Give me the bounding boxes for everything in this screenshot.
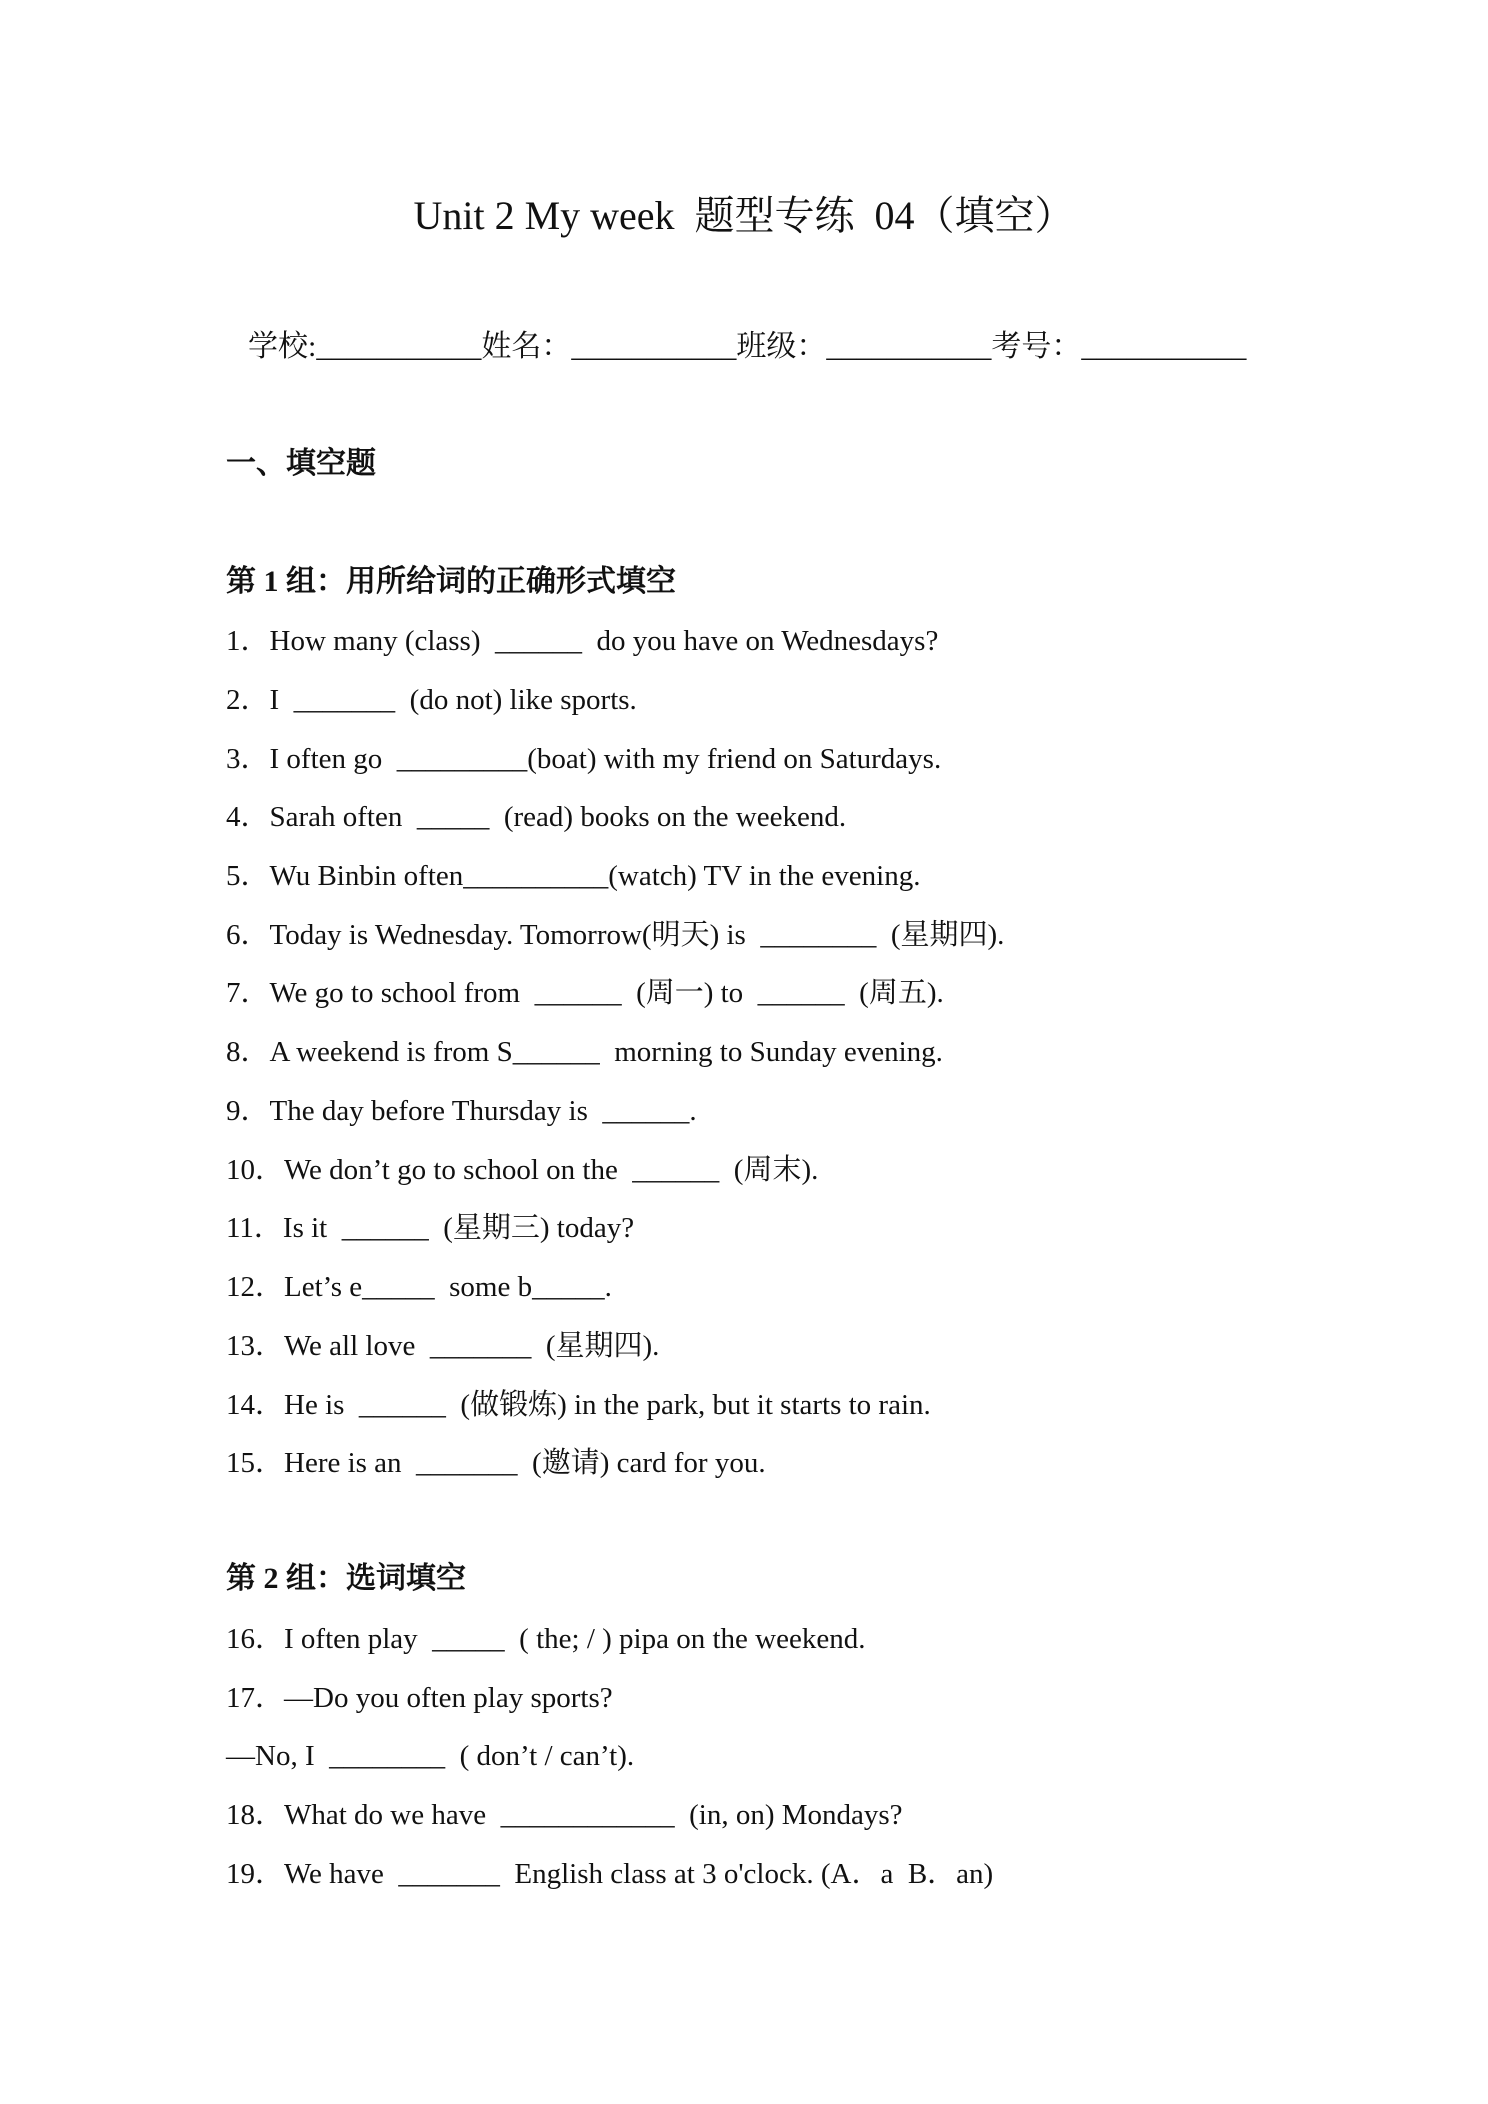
question-10: 10．We don’t go to school on the ______ (周末). [226, 1154, 819, 1186]
question-1: 1．How many (class) ______ do you have on Wednesdays? [226, 625, 939, 657]
group-2-heading: 第 2 组：选词填空 [226, 1562, 466, 1595]
question-16: 16．I often play _____ ( the; / ) pipa on the weekend. [226, 1623, 866, 1655]
question-15: 15．Here is an _______ (邀请) card for you. [226, 1447, 766, 1479]
question-17-answer-line: —No, I ________ ( don’t / can’t). [226, 1740, 635, 1772]
question-5: 5．Wu Binbin often__________(watch) TV in the evening. [226, 860, 921, 892]
question-7: 7．We go to school from ______ (周一) to ______ (周五). [226, 977, 944, 1009]
question-17: 17．—Do you often play sports? [226, 1682, 613, 1714]
question-18: 18．What do we have ____________ (in, on) Mondays? [226, 1799, 903, 1831]
question-13: 13．We all love _______ (星期四). [226, 1330, 660, 1362]
question-12: 12．Let’s e_____ some b_____. [226, 1271, 612, 1303]
question-3: 3．I often go _________(boat) with my friend on Saturdays. [226, 743, 942, 775]
question-8: 8．A weekend is from S______ morning to Sunday evening. [226, 1036, 943, 1068]
question-4: 4．Sarah often _____ (read) books on the weekend. [226, 801, 847, 833]
question-2: 2．I _______ (do not) like sports. [226, 684, 637, 716]
worksheet-title: Unit 2 My week 题型专练 04（填空） [413, 193, 1075, 238]
section-heading: 一、填空题 [226, 447, 376, 480]
question-6: 6．Today is Wednesday. Tomorrow(明天) is ________ (星期四). [226, 919, 1005, 951]
question-11: 11．Is it ______ (星期三) today? [226, 1212, 635, 1244]
group-1-heading: 第 1 组：用所给词的正确形式填空 [226, 565, 676, 598]
question-19: 19．We have _______ English class at 3 o'clock. (A．a B．an) [226, 1858, 994, 1890]
student-info-line: 学校:___________姓名：___________班级：___________考号：___________ [248, 330, 1247, 363]
question-9: 9．The day before Thursday is ______. [226, 1095, 697, 1127]
question-14: 14．He is ______ (做锻炼) in the park, but it starts to rain. [226, 1389, 931, 1421]
